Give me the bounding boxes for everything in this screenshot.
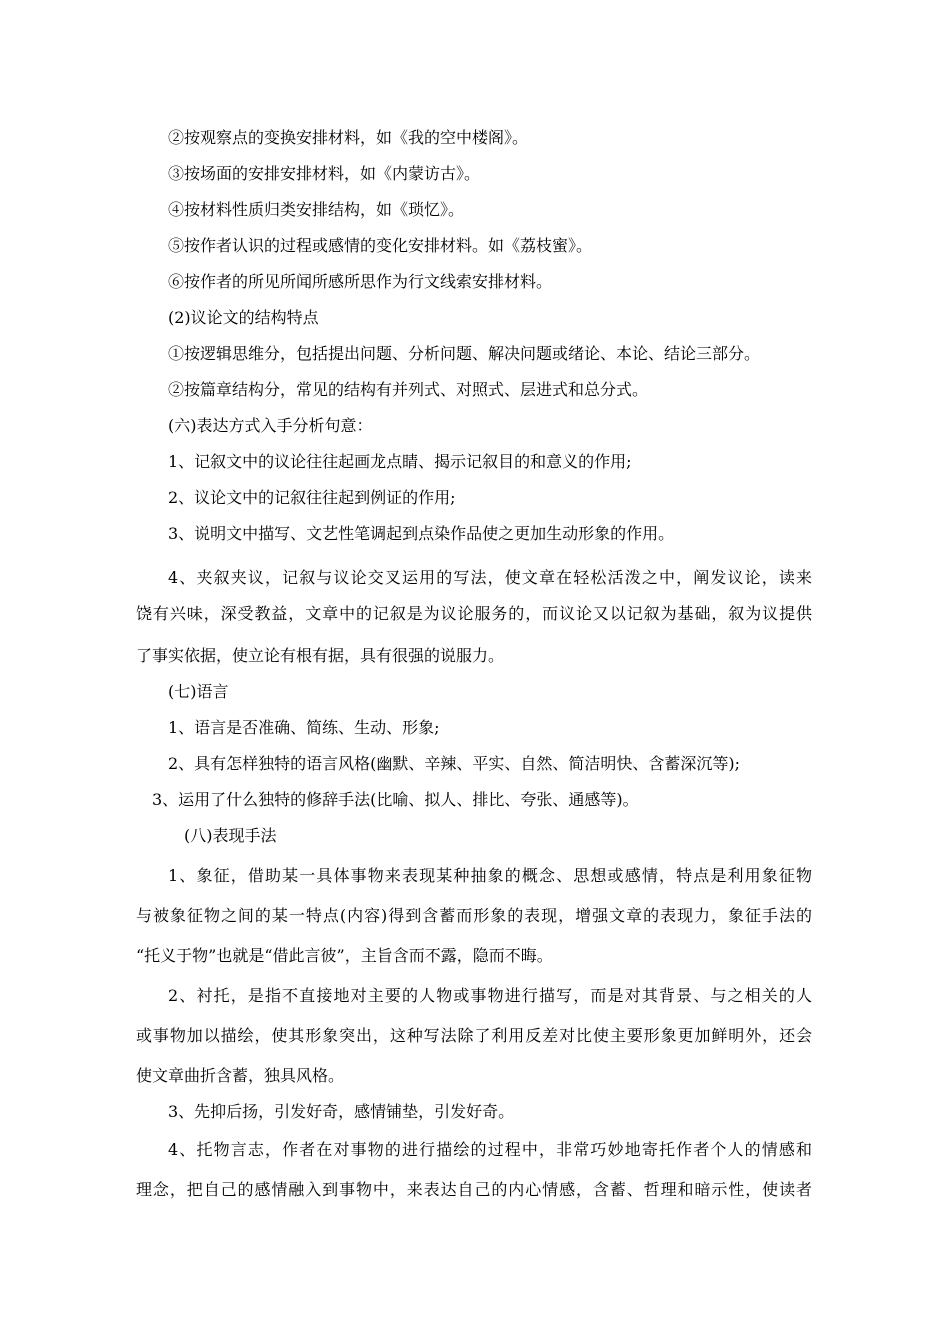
section-heading: (八)表现手法 xyxy=(184,826,277,845)
text-line: 3、运用了什么独特的修辞手法(比喻、拟人、排比、夸张、通感等)。 xyxy=(152,790,639,809)
text-line: 1、语言是否准确、简练、生动、形象; xyxy=(168,718,440,737)
paragraph-line: 2、衬托，是指不直接地对主要的人物或事物进行描写，而是对其背景、与之相关的人 xyxy=(168,986,812,1005)
text-line: ⑤按作者认识的过程或感情的变化安排材料。如《荔枝蜜》。 xyxy=(168,236,593,255)
text-line: 1、记叙文中的议论往往起画龙点睛、揭示记叙目的和意义的作用; xyxy=(168,452,632,471)
paragraph-line: 了事实依据，使立论有根有据，具有很强的说服力。 xyxy=(136,646,505,665)
text-line: ②按观察点的变换安排材料，如《我的空中楼阁》。 xyxy=(168,128,529,147)
paragraph-line: 1、象征，借助某一具体事物来表现某种抽象的概念、思想或感情，特点是利用象征物 xyxy=(168,866,812,885)
paragraph-line: 理念，把自己的感情融入到事物中，来表达自己的内心情感，含蓄、哲理和暗示性，使读者 xyxy=(136,1180,812,1199)
text-line: ④按材料性质归类安排结构，如《琐忆》。 xyxy=(168,200,465,219)
text-line: 3、先抑后扬，引发好奇，感情铺垫，引发好奇。 xyxy=(168,1102,515,1121)
text-line: ②按篇章结构分，常见的结构有并列式、对照式、层进式和总分式。 xyxy=(168,380,649,399)
paragraph-line: 4、夹叙夹议，记叙与议论交叉运用的写法，使文章在轻松活泼之中，阐发议论，读来 xyxy=(168,568,812,587)
section-heading: (七)语言 xyxy=(168,682,229,701)
paragraph-line: “托义于物”也就是“借此言彼”，主旨含而不露，隐而不晦。 xyxy=(136,946,553,965)
text-line: 2、议论文中的记叙往往起到例证的作用; xyxy=(168,488,456,507)
text-line: 2、具有怎样独特的语言风格(幽默、辛辣、平实、自然、简洁明快、含蓄深沉等); xyxy=(168,754,741,773)
section-heading: (2)议论文的结构特点 xyxy=(168,308,319,327)
paragraph-line: 与被象征物之间的某一特点(内容)得到含蓄而形象的表现，增强文章的表现力，象征手法的 xyxy=(136,906,812,925)
text-line: ①按逻辑思维分，包括提出问题、分析问题、解决问题或绪论、本论、结论三部分。 xyxy=(168,344,761,363)
section-heading: (六)表达方式入手分析句意： xyxy=(168,416,373,435)
paragraph-line: 4、托物言志，作者在对事物的进行描绘的过程中，非常巧妙地寄托作者个人的情感和 xyxy=(168,1140,812,1159)
text-line: ⑥按作者的所见所闻所感所思作为行文线索安排材料。 xyxy=(168,272,553,291)
text-line: ③按场面的安排安排材料，如《内蒙访古》。 xyxy=(168,164,481,183)
paragraph-line: 使文章曲折含蓄，独具风格。 xyxy=(136,1066,345,1085)
paragraph-line: 饶有兴味，深受教益，文章中的记叙是为议论服务的，而议论又以记叙为基础，叙为议提供 xyxy=(136,604,812,623)
text-line: 3、说明文中描写、文艺性笔调起到点染作品使之更加生动形象的作用。 xyxy=(168,524,675,543)
paragraph-line: 或事物加以描绘，使其形象突出，这种写法除了利用反差对比使主要形象更加鲜明外，还会 xyxy=(136,1026,812,1045)
